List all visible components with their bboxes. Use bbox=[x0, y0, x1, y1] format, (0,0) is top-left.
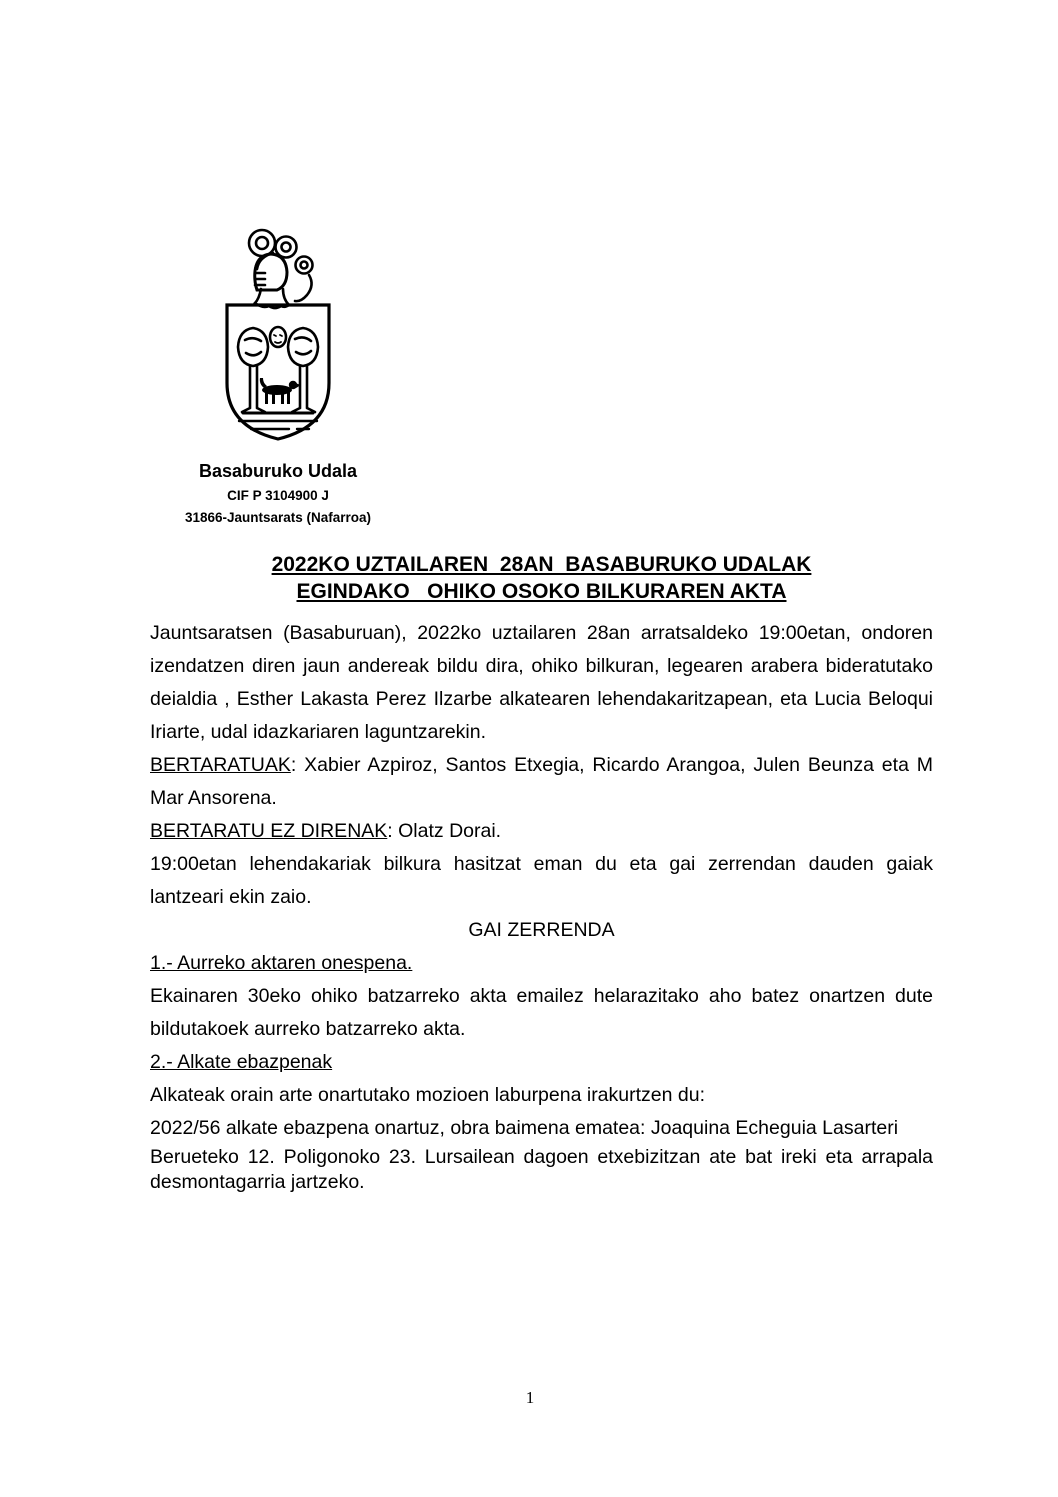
absent-paragraph bbox=[150, 815, 933, 848]
coat-of-arms-icon bbox=[217, 225, 339, 447]
page-number: 1 bbox=[525, 1388, 535, 1407]
doc-title-line-1: 2022KO UZTAILAREN 28AN BASABURUKO UDALAK bbox=[271, 553, 812, 576]
org-name: Basaburuko Udala bbox=[198, 461, 358, 481]
org-address: 31866-Jauntsarats (Nafarroa) bbox=[184, 510, 372, 525]
absent-label: BERTARATU EZ DIRENAK bbox=[150, 820, 388, 842]
org-header bbox=[150, 225, 406, 526]
doc-title-line-2: EGINDAKO OHIKO OSOKO BILKURAREN AKTA bbox=[296, 580, 787, 603]
agenda-item-2-intro: Alkateak orain arte onartutako mozioen laburpena irakurtzen du: bbox=[150, 1084, 705, 1106]
org-cif: CIF P 3104900 J bbox=[227, 488, 329, 503]
agenda-heading: GAI ZERRENDA bbox=[468, 919, 615, 941]
opening-paragraph: 19:00etan lehendakariak bilkura hasitzat eman du eta gai zerrendan dauden gaiak lantzeari ekin zaio. bbox=[150, 853, 933, 908]
attendees-paragraph bbox=[150, 749, 933, 815]
attendees-names: : Xabier Azpiroz, Santos Etxegia, Ricardo Arangoa, Julen Beunza eta M Mar Ansorena. bbox=[150, 754, 933, 809]
document-body bbox=[150, 617, 933, 1195]
attendees-label: BERTARATUAK bbox=[150, 754, 291, 776]
agenda-item-2-resolution: 2022/56 alkate ebazpena onartuz, obra baimena ematea: Joaquina Echeguia Lasarteri bbox=[150, 1117, 899, 1139]
absent-names: : Olatz Dorai. bbox=[387, 820, 502, 842]
agenda-item-2-title: 2.- Alkate ebazpenak bbox=[150, 1051, 333, 1073]
agenda-item-1-title: 1.- Aurreko aktaren onespena. bbox=[150, 952, 413, 974]
agenda-item-1-body: Ekainaren 30eko ohiko batzarreko akta emailez helarazitako aho batez onartzen dute bildutakoek aurreko batzarreko akta. bbox=[150, 985, 933, 1040]
doc-title bbox=[150, 551, 933, 605]
intro-paragraph: Jauntsaratsen (Basaburuan), 2022ko uztailaren 28an arratsaldeko 19:00etan, ondoren izendatzen diren jaun andereak bildu dira, ohiko bilkuran, legearen arabera bideratutako deialdia , Esther Lakasta Perez Ilzarbe alkatearen lehendakaritzapean, eta Lucia Beloqui Iriarte, udal idazkariaren laguntzarekin. bbox=[150, 622, 933, 743]
agenda-item-2-detail: Berueteko 12. Poligonoko 23. Lursailean dagoen etxebizitzan ate bat ireki eta arrapala desmontagarria jartzeko. bbox=[150, 1146, 933, 1193]
